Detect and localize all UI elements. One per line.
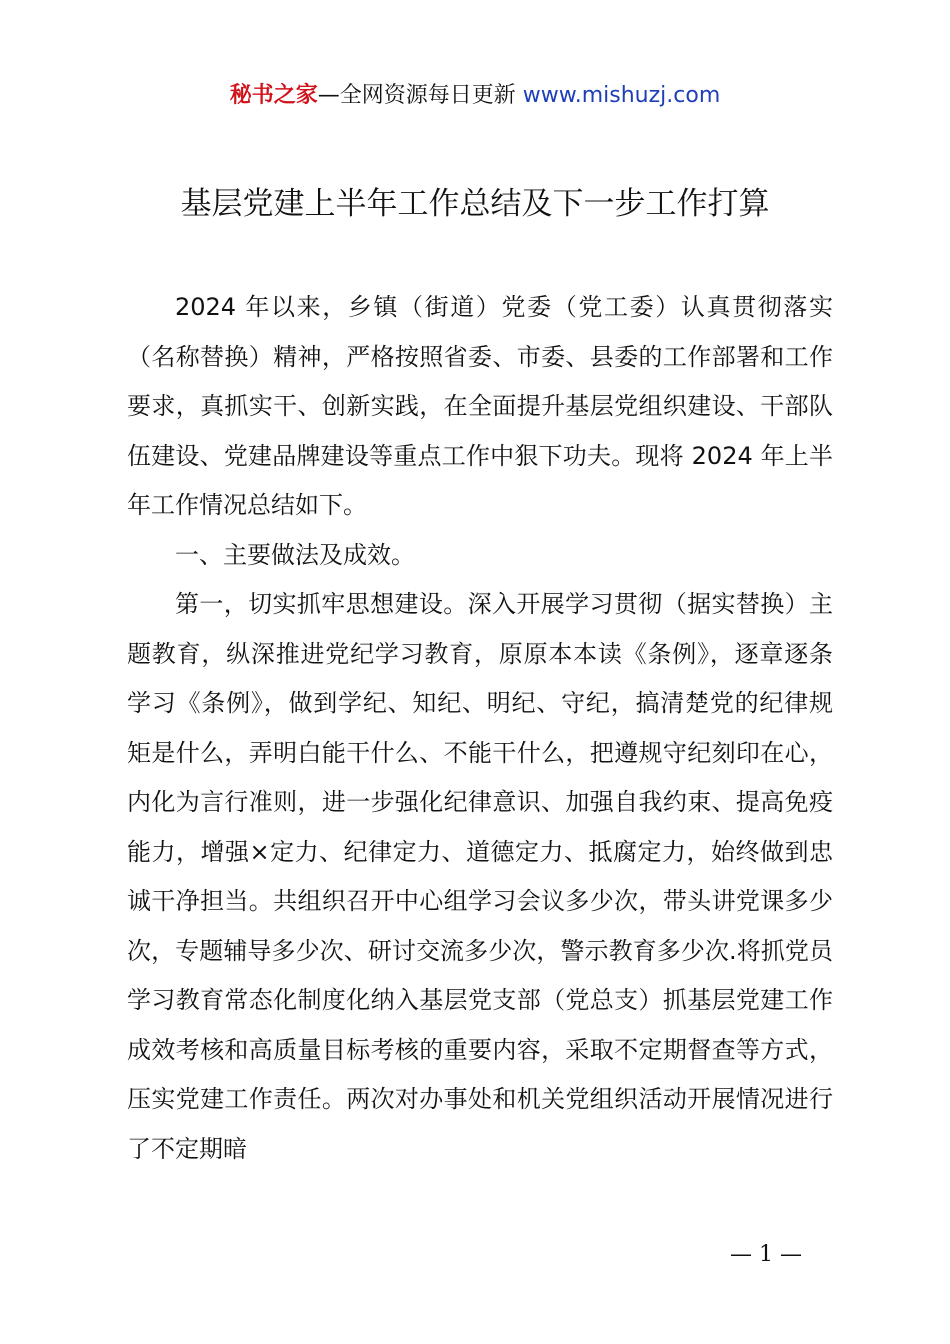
site-banner bbox=[0, 80, 950, 112]
banner-tagline: —全网资源每日更新 bbox=[317, 83, 523, 108]
intro-paragraph: 2024 年以来，乡镇（街道）党委（党工委）认真贯彻落实（名称替换）精神，严格按照省委、市委、县委的工作部署和工作要求，真抓实干、创新实践，在全面提升基层党组织建设、干部队伍建设、党建品牌建设等重点工作中狠下功夫。现将 2024 年上半年工作情况总结如下。 bbox=[127, 293, 833, 519]
site-url-link[interactable]: www.mishuzj.com bbox=[522, 83, 721, 108]
page-number: — 1 — bbox=[730, 1242, 802, 1267]
section-heading: 一、主要做法及成效。 bbox=[175, 540, 415, 569]
body-paragraph: 第一，切实抓牢思想建设。深入开展学习贯彻（据实替换）主题教育，纵深推进党纪学习教育，原原本本读《条例》，逐章逐条学习《条例》，做到学纪、知纪、明纪、守纪，搞清楚党的纪律规矩是什么，弄明白能干什么、不能干什么，把遵规守纪刻印在心，内化为言行准则，进一步强化纪律意识、加强自我约束、提高免疫能力，增强×定力、纪律定力、道德定力、抵腐定力，始终做到忠诚干净担当。共组织召开中心组学习会议多少次，带头讲党课多少次，专题辅导多少次、研讨交流多少次，警示教育多少次.将抓党员学习教育常态化制度化纳入基层党支部（党总支）抓基层党建工作成效考核和高质量目标考核的重要内容，采取不定期督查等方式，压实党建工作责任。两次对办事处和机关党组织活动开展情况进行了不定期暗 bbox=[127, 590, 833, 1163]
document-title: 基层党建上半年工作总结及下一步工作打算 bbox=[180, 186, 770, 222]
document-body bbox=[127, 283, 833, 1174]
brand-name: 秘书之家 bbox=[229, 83, 318, 108]
